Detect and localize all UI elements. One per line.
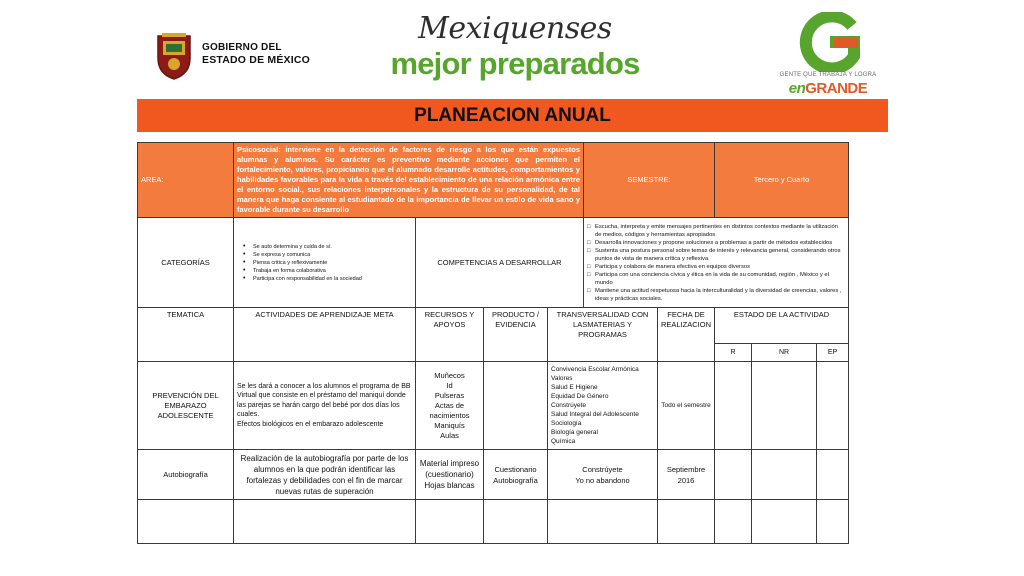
row1-recursos: Muñecos Id Pulseras Actas de nacimientos Maniquís Aulas: [416, 362, 484, 450]
competencia-item: □ Mantiene una actitud respetuosa hacia la interculturalidad y la diversidad de creencias, valores , ideas y prácticas sociales.: [587, 287, 845, 303]
empty-cell: [658, 500, 715, 544]
planeacion-table: [137, 142, 849, 544]
categorias-list: [237, 243, 412, 283]
categoria-item: • Se expresa y comunica: [243, 251, 412, 259]
categoria-item: • Participa con responsabilidad en la sociedad: [243, 275, 412, 283]
empty-cell: [234, 500, 416, 544]
semester-value: Tercero y Cuarto: [715, 143, 849, 218]
row1-estado-nr: [752, 362, 817, 450]
row2-actividades: Realización de la autobiografía por parte de los alumnos en la que podrán identificar las fortalezas y debilidades con el fin de marcar nuevas rutas de superación: [234, 450, 416, 500]
empty-cell: [138, 500, 234, 544]
competencia-item: □ Participa con una conciencia cívica y ética en la vida de su comunidad, región , México y el mundo: [587, 271, 845, 287]
estado-ep: EP: [817, 344, 849, 362]
competencias-cell: [584, 218, 849, 308]
row2-transversalidad: Constrúyete Yo no abandono: [548, 450, 658, 500]
col-tematica: TEMATICA: [138, 308, 234, 362]
empty-cell: [715, 500, 752, 544]
competencia-item: □ Participa y colabora de manera efectiva en equipos diversos: [587, 263, 845, 271]
table-row: [138, 362, 849, 450]
empty-cell: [817, 500, 849, 544]
competencias-list: [587, 223, 845, 303]
row2-fecha: Septiembre 2016: [658, 450, 715, 500]
row2-estado-nr: [752, 450, 817, 500]
categorias-row: [138, 218, 849, 308]
grande-wordmark: [772, 80, 884, 97]
row1-transversalidad: Convivencia Escolar Armónica Valores Salud E Higiene Equidad De Género Constrúyete Salud Integral del Adolescente Sociología Biología general Química: [548, 362, 658, 450]
categoria-item: • Se auto determina y cuida de sí.: [243, 243, 412, 251]
table-row-empty: [138, 500, 849, 544]
area-row: [138, 143, 849, 218]
row1-tematica: PREVENCIÓN DEL EMBARAZO ADOLESCENTE: [138, 362, 234, 450]
competencia-item: □ Sustenta una postura personal sobre temas de interés y relevancia general, considerando otros puntos de vista de manera crítica y reflexiva.: [587, 247, 845, 263]
row1-estado-r: [715, 362, 752, 450]
col-recursos: RECURSOS Y APOYOS: [416, 308, 484, 362]
empty-cell: [484, 500, 548, 544]
col-producto: PRODUCTO / EVIDENCIA: [484, 308, 548, 362]
mejor-preparados-text: mejor preparados: [390, 46, 640, 81]
g-logo-icon: [772, 12, 884, 72]
gobierno-logo: [150, 30, 330, 86]
area-description: Psicosocial: interviene en la detección de factores de riesgo a los que están expuestos alumnas y alumnos. Su carácter es preventivo mediante acciones que permiten el fortalecimiento, valores, propiciando que el alumnado desarrolle actitudes, comportamientos y habilidades favorables para la vida a través del establecimiento de una relación armónica entre el entorno social., sus relaciones interpersonales y la estructura de su personalidad, de tal manera que haga consiente al estudiantado de la importancia de llevar un estilo de vida sano y favorable durante su desarrollo: [234, 143, 584, 218]
row2-recursos: Material impreso (cuestionario) Hojas blancas: [416, 450, 484, 500]
categoria-item: • Trabaja en forma colaborativa: [243, 267, 412, 275]
row2-tematica: Autobiografía: [138, 450, 234, 500]
grande-tagline: GENTE QUE TRABAJA Y LOGRA: [779, 72, 877, 78]
estado-mexico-shield-icon: [154, 32, 194, 80]
table-row: [138, 450, 849, 500]
gobierno-text: [202, 42, 310, 66]
row2-estado-ep: [817, 450, 849, 500]
estado-r: R: [715, 344, 752, 362]
empty-cell: [752, 500, 817, 544]
row1-producto: [484, 362, 548, 450]
gov-line1: GOBIERNO DEL: [202, 42, 282, 53]
page-title: PLANEACION ANUAL: [414, 105, 611, 126]
competencias-label: COMPETENCIAS A DESARROLLAR: [416, 218, 584, 308]
row1-estado-ep: [817, 362, 849, 450]
mexiquenses-text: Mexiquenses: [418, 11, 612, 46]
competencia-item: □ Desarrolla innovaciones y propone soluciones a problemas a partir de métodos establecidos: [587, 239, 845, 247]
engrande-logo: [772, 12, 884, 96]
estado-nr: NR: [752, 344, 817, 362]
col-fecha: FECHA DE REALIZACION: [658, 308, 715, 362]
competencia-item: □ Escucha, interpreta y emite mensajes pertinentes en distintos contextos mediante la utilización de medios, códigos y herramientas apropiados: [587, 223, 845, 239]
grande-word: GRANDE: [805, 80, 868, 97]
categorias-label: CATEGORÍAS: [138, 218, 234, 308]
col-transversalidad: TRANSVERSALIDAD CON LASMATERIAS Y PROGRAMAS: [548, 308, 658, 362]
row2-producto: Cuestionario Autobiografía: [484, 450, 548, 500]
empty-cell: [548, 500, 658, 544]
empty-cell: [416, 500, 484, 544]
title-banner: [137, 99, 888, 132]
row1-actividades: Se les dará a conocer a los alumnos el programa de BB Virtual que consiste en el préstamo del maniquí donde las parejas se harán cargo del bebé por dos días los cuales. Efectos biológicos en el embarazo adolescente: [234, 362, 416, 450]
col-estado: ESTADO DE LA ACTIVIDAD: [715, 308, 849, 344]
row2-estado-r: [715, 450, 752, 500]
gov-line2: ESTADO DE MÉXICO: [202, 54, 311, 66]
categorias-cell: [234, 218, 416, 308]
col-actividades: ACTIVIDADES DE APRENDIZAJE META: [234, 308, 416, 362]
mexiquenses-logo: [385, 12, 645, 92]
semester-label: SEMESTRE:: [584, 143, 715, 218]
area-label: AREA:: [138, 143, 234, 218]
column-header-row: [138, 308, 849, 344]
grande-en: en: [788, 80, 806, 97]
categoria-item: • Piensa critica y reflexivamente: [243, 259, 412, 267]
row1-fecha: Todo el semestre: [658, 362, 715, 450]
